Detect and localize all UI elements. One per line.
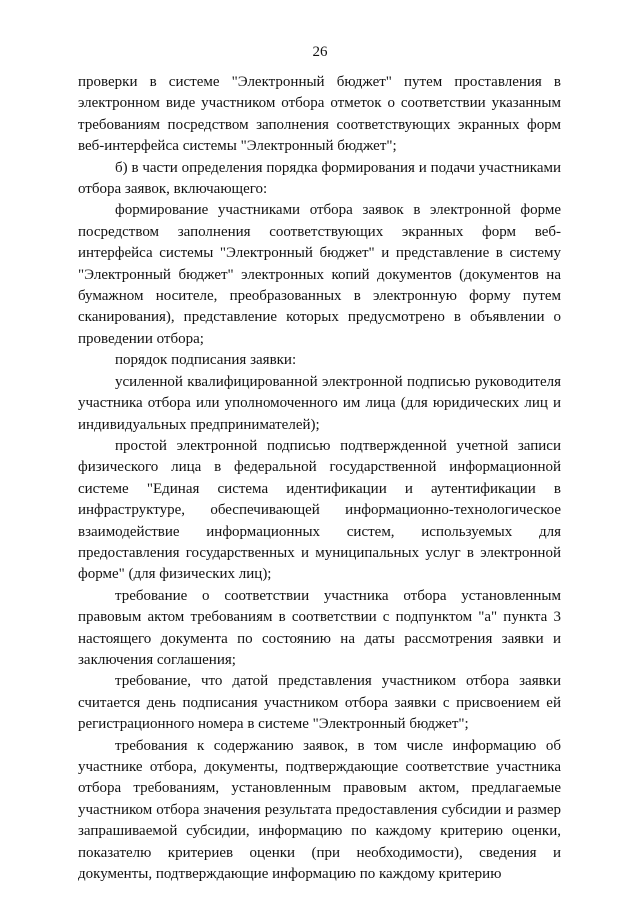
paragraph-8: требование, что датой представления участником отбора заявки считается день подписания участником отбора заявки с присвоением ей регистрационного номера в системе "Электронный бюджет";	[78, 673, 561, 733]
paragraph-4: порядок подписания заявки:	[115, 352, 297, 369]
paragraph-1: проверки в системе "Электронный бюджет" путем проставления в электронном виде участником отбора отметок о соответствии указанным требованиям посредством заполнения соответствующих экранных форм веб-интерфейса системы "Электронный бюджет";	[78, 74, 561, 155]
paragraph-6: простой электронной подписью подтвержденной учетной записи физического лица в федеральной государственной информационной системе "Единая система идентификации и аутентификации в инфраструктуре, обеспечивающей информационно-технологическое взаимодействие информационных систем, используемых для предоставления государственных и муниципальных услуг в электронной форме" (для физических лиц);	[78, 437, 561, 583]
document-body	[78, 72, 561, 885]
paragraph-7: требование о соответствии участника отбора установленным правовым актом требованиям в соответствии с подпунктом "а" пункта 3 настоящего документа по состоянию на даты рассмотрения заявки и заключения соглашения;	[78, 587, 561, 668]
paragraph-9: требования к содержанию заявок, в том числе информацию об участнике отбора, документы, подтверждающие соответствие участника отбора требованиям, установленным правовым актом, предлагаемые участником отбора значения результата предоставления субсидии и размер запрашиваемой субсидии, информацию по каждому критерию оценки, показателю критериев оценки (при необходимости), сведения и документы, подтверждающие информацию по каждому критерию	[78, 737, 561, 883]
paragraph-2: б) в части определения порядка формирования и подачи участниками отбора заявок, включающего:	[78, 159, 561, 198]
paragraph-3: формирование участниками отбора заявок в электронной форме посредством заполнения соответствующих экранных форм веб-интерфейса системы "Электронный бюджет" и представление в систему "Электронный бюджет" электронных копий документов (документов на бумажном носителе, преобразованных в электронную форму путем сканирования), представление которых предусмотрено в объявлении о проведении отбора;	[78, 202, 561, 347]
paragraph-5: усиленной квалифицированной электронной подписью руководителя участника отбора или уполномоченного им лица (для юридических лиц и индивидуальных предпринимателей);	[78, 373, 561, 433]
page-number: 26	[312, 44, 328, 60]
